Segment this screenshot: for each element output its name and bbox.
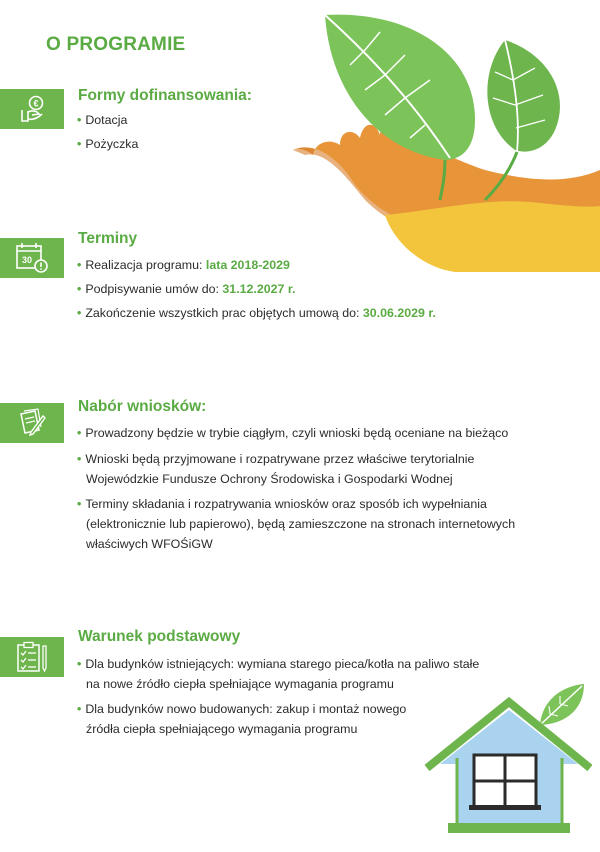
list-item: • Prowadzony będzie w trybie ciągłym, czyli wnioski będą oceniane na bieżąco (77, 426, 509, 440)
bullet-icon: • (77, 282, 82, 296)
document-pen-icon (17, 408, 47, 438)
list-item: • Zakończenie wszystkich prac objętych umową do: 30.06.2029 r. (77, 306, 436, 320)
section-heading-condition: Warunek podstawowy (78, 628, 241, 645)
section-icon-tab-applications (0, 403, 64, 443)
bullet-icon: • (77, 426, 82, 440)
section-heading-applications: Nabór wniosków: (78, 398, 207, 415)
section-icon-tab-terms (0, 238, 64, 278)
section-icon-tab-funding (0, 89, 64, 129)
list-item: • Terminy składania i rozpatrywania wniosków oraz sposób ich wypełniania (elektronicznie lub papierowo), będą zamieszczone na stronach internetowych właściwych WFOŚiGW (77, 497, 516, 551)
calendar-icon (15, 242, 49, 274)
hand-euro-icon (19, 94, 45, 124)
bullet-icon: • (77, 258, 82, 272)
list-item: • Dla budynków istniejących: wymiana starego pieca/kotła na paliwo stałe na nowe źródło ciepła spełniające wymagania programu (77, 657, 480, 691)
list-item: • Dotacja (77, 113, 128, 127)
bullet-icon: • (77, 113, 82, 127)
bullet-icon: • (77, 497, 82, 511)
hand-with-leaves-illustration (285, 10, 600, 272)
list-item: • Podpisywanie umów do: 31.12.2027 r. (77, 282, 296, 296)
house-with-leaf-illustration (422, 680, 592, 840)
list-item: • Realizacja programu: lata 2018-2029 (77, 258, 290, 272)
svg-text:30: 30 (21, 255, 33, 265)
bullet-icon: • (77, 137, 82, 151)
bullet-icon: • (77, 702, 82, 716)
bullet-icon: • (77, 306, 82, 320)
section-heading-terms: Terminy (78, 230, 138, 247)
list-item: • Dla budynków nowo budowanych: zakup i montaż nowego źródła ciepła spełniającego wymagania programu (77, 702, 407, 736)
bullet-icon: • (77, 452, 82, 466)
svg-text:€: € (33, 98, 39, 109)
section-icon-tab-condition (0, 637, 64, 677)
list-item: • Pożyczka (77, 137, 139, 151)
section-heading-funding: Formy dofinansowania: (78, 87, 252, 104)
page-title: O PROGRAMIE (46, 34, 186, 55)
bullet-icon: • (77, 657, 82, 671)
clipboard-checklist-icon (15, 641, 49, 673)
list-item: • Wnioski będą przyjmowane i rozpatrywane przez właściwe terytorialnie Wojewódzkie Fundusze Ochrony Środowiska i Gospodarki Wodnej (77, 452, 475, 486)
